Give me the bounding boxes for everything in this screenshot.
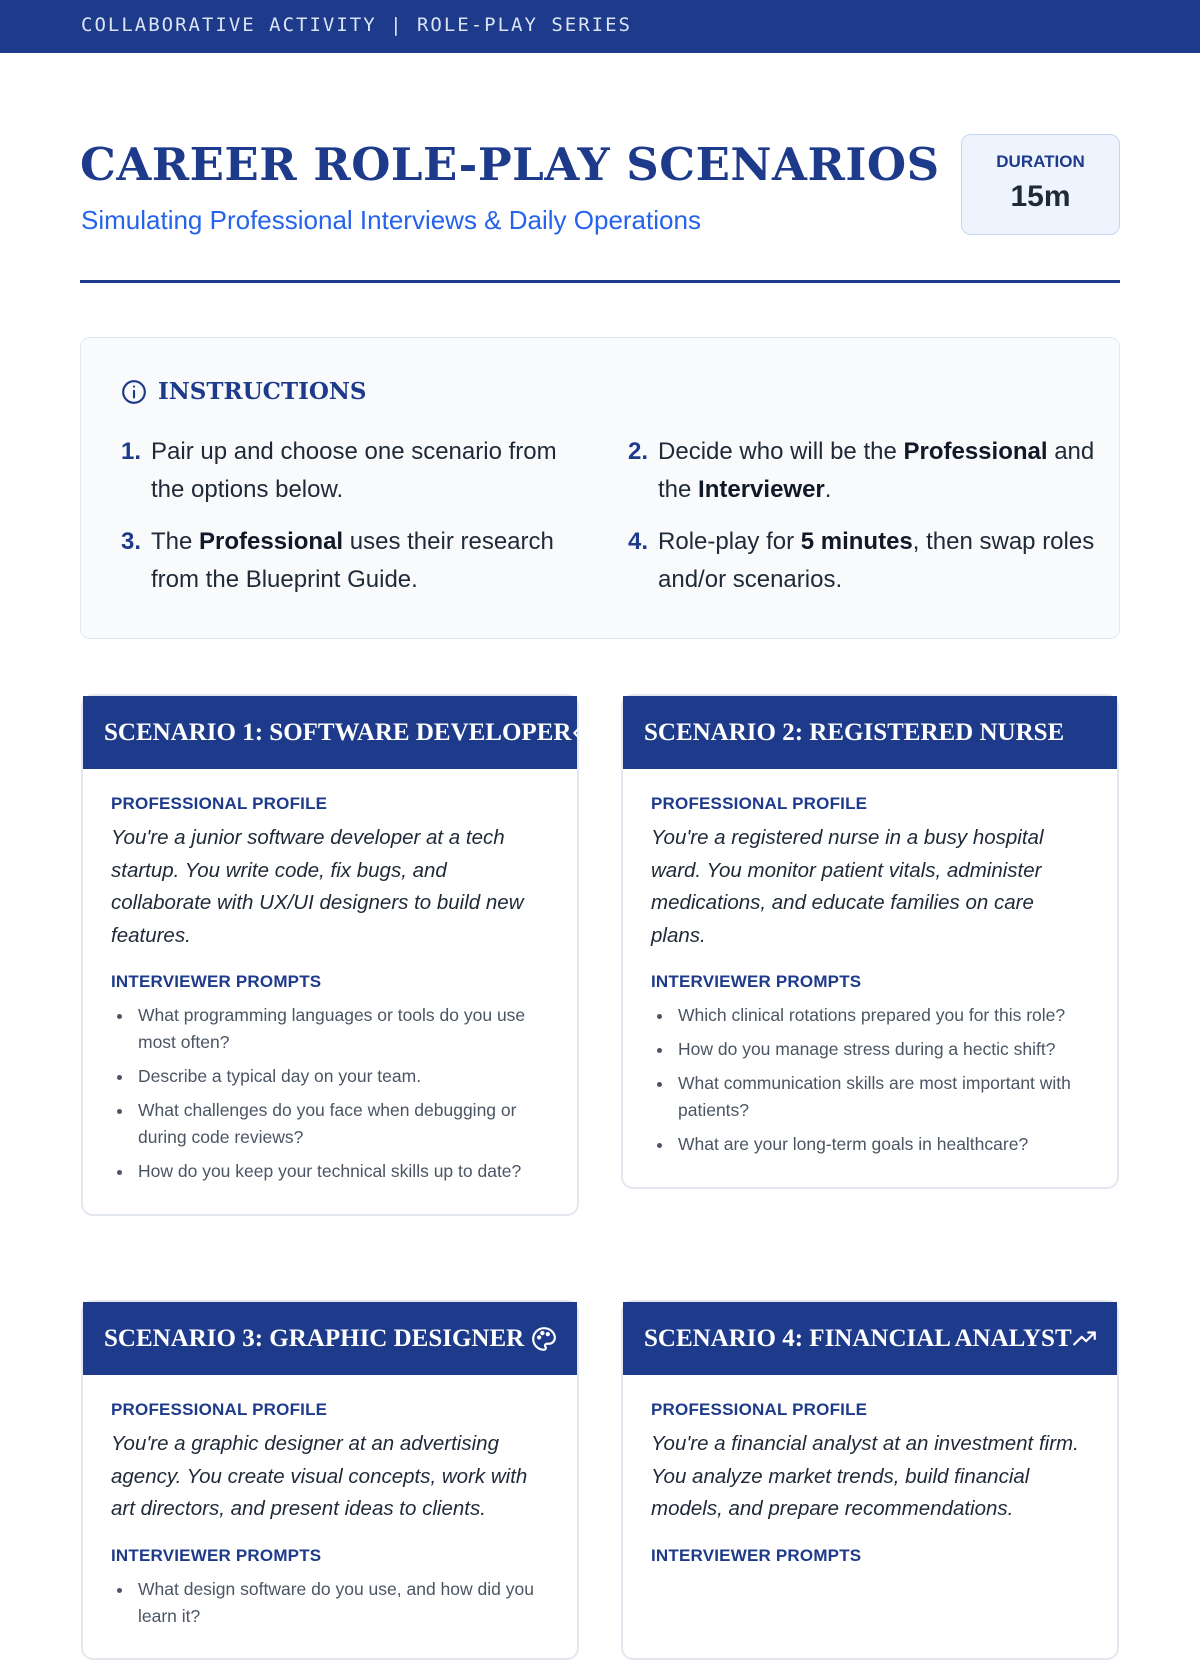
prompts-label: INTERVIEWER PROMPTS <box>651 972 862 991</box>
scenario-card-software-developer <box>81 694 579 1216</box>
emphasis-text: Interviewer <box>698 476 825 503</box>
scenario-card-registered-nurse <box>621 694 1119 1189</box>
profile-label: PROFESSIONAL PROFILE <box>111 794 328 813</box>
step-text <box>658 433 1098 509</box>
code-icon <box>571 720 597 746</box>
prompts-list <box>111 1002 549 1185</box>
profile-text: You're a graphic designer at an advertising agency. You create visual concepts, work with art directors, and present ideas to clients. <box>111 1432 528 1520</box>
profile-text: You're a financial analyst at an investment firm. You analyze market trends, build financial models, and prepare recommendations. <box>651 1432 1079 1520</box>
step-text <box>658 523 1098 599</box>
profile-text: You're a junior software developer at a tech startup. You write code, fix bugs, and collaborate with UX/UI designers to build new features. <box>111 826 524 947</box>
scenario-card-graphic-designer <box>81 1300 579 1660</box>
step-text-run: , then swap roles and/or scenarios. <box>658 528 1095 593</box>
prompts-label: INTERVIEWER PROMPTS <box>651 1545 862 1565</box>
step-number: 4. <box>628 528 649 555</box>
profile-label: PROFESSIONAL PROFILE <box>651 794 868 813</box>
step-text <box>151 433 591 509</box>
duration-badge <box>961 134 1120 235</box>
step-number: 2. <box>628 438 649 465</box>
prompts-list <box>111 1576 549 1630</box>
page-title: CAREER ROLE-PLAY SCENARIOS <box>80 138 940 191</box>
step-number: 3. <box>121 528 142 555</box>
prompt-item: What are your long-term goals in healthcare? <box>651 1131 1089 1158</box>
palette-icon <box>531 1326 557 1352</box>
profile-text: You're a registered nurse in a busy hospital ward. You monitor patient vitals, administer medications, and educate families on care plans. <box>651 826 1044 947</box>
page-subtitle: Simulating Professional Interviews & Daily Operations <box>81 205 701 235</box>
step-text-run: and the <box>658 438 1095 503</box>
emphasis-text: Professional <box>903 438 1048 465</box>
instruction-step <box>121 433 591 509</box>
instructions-heading <box>121 378 367 405</box>
prompt-item: Which clinical rotations prepared you for this role? <box>651 1002 1089 1029</box>
prompt-item: How do you keep your technical skills up to date? <box>111 1158 549 1185</box>
prompts-list <box>651 1002 1089 1158</box>
instruction-step <box>628 433 1098 509</box>
header-divider <box>80 280 1120 283</box>
prompt-item: What challenges do you face when debugging or during code reviews? <box>111 1097 549 1151</box>
step-text <box>151 523 591 599</box>
scenario-header <box>83 1302 577 1375</box>
step-text-run: Decide who will be the <box>658 438 904 465</box>
trending-up-icon <box>1072 1326 1098 1352</box>
emphasis-text: 5 minutes <box>800 528 913 555</box>
emphasis-text: Professional <box>199 528 344 555</box>
scenario-header <box>83 696 577 769</box>
step-text-run: The <box>151 528 200 555</box>
profile-label: PROFESSIONAL PROFILE <box>651 1400 868 1419</box>
info-icon <box>121 379 147 405</box>
duration-label: DURATION <box>996 152 1085 171</box>
prompt-item: Describe a typical day on your team. <box>111 1063 549 1090</box>
prompt-item: How do you manage stress during a hectic shift? <box>651 1036 1089 1063</box>
step-number: 1. <box>121 438 142 465</box>
step-text-run: uses their research from the Blueprint Guide. <box>151 528 554 593</box>
scenario-title: SCENARIO 4: FINANCIAL ANALYST <box>644 1324 1072 1352</box>
prompt-item: What communication skills are most important with patients? <box>651 1070 1089 1124</box>
instructions-title: INSTRUCTIONS <box>158 378 367 405</box>
step-text-run: Role-play for <box>658 528 801 555</box>
scenario-card-financial-analyst <box>621 1300 1119 1660</box>
prompts-label: INTERVIEWER PROMPTS <box>111 1545 322 1565</box>
duration-value: 15m <box>1010 180 1071 213</box>
profile-label: PROFESSIONAL PROFILE <box>111 1400 328 1419</box>
instruction-step <box>121 523 591 599</box>
scenario-title: SCENARIO 2: REGISTERED NURSE <box>644 718 1065 746</box>
instructions-panel <box>80 337 1120 639</box>
instruction-step <box>628 523 1098 599</box>
prompt-item: What programming languages or tools do you use most often? <box>111 1002 549 1056</box>
series-label: COLLABORATIVE ACTIVITY | ROLE-PLAY SERIES <box>81 14 632 36</box>
top-banner <box>0 0 1200 53</box>
prompt-item: What design software do you use, and how did you learn it? <box>111 1576 549 1630</box>
step-text-run: Pair up and choose one scenario from the options below. <box>151 438 557 503</box>
scenario-title: SCENARIO 3: GRAPHIC DESIGNER <box>104 1324 525 1352</box>
step-text-run: . <box>824 476 832 503</box>
prompts-label: INTERVIEWER PROMPTS <box>111 972 322 991</box>
scenario-header <box>623 696 1117 769</box>
scenario-title: SCENARIO 1: SOFTWARE DEVELOPER <box>104 718 572 746</box>
scenario-header <box>623 1302 1117 1375</box>
